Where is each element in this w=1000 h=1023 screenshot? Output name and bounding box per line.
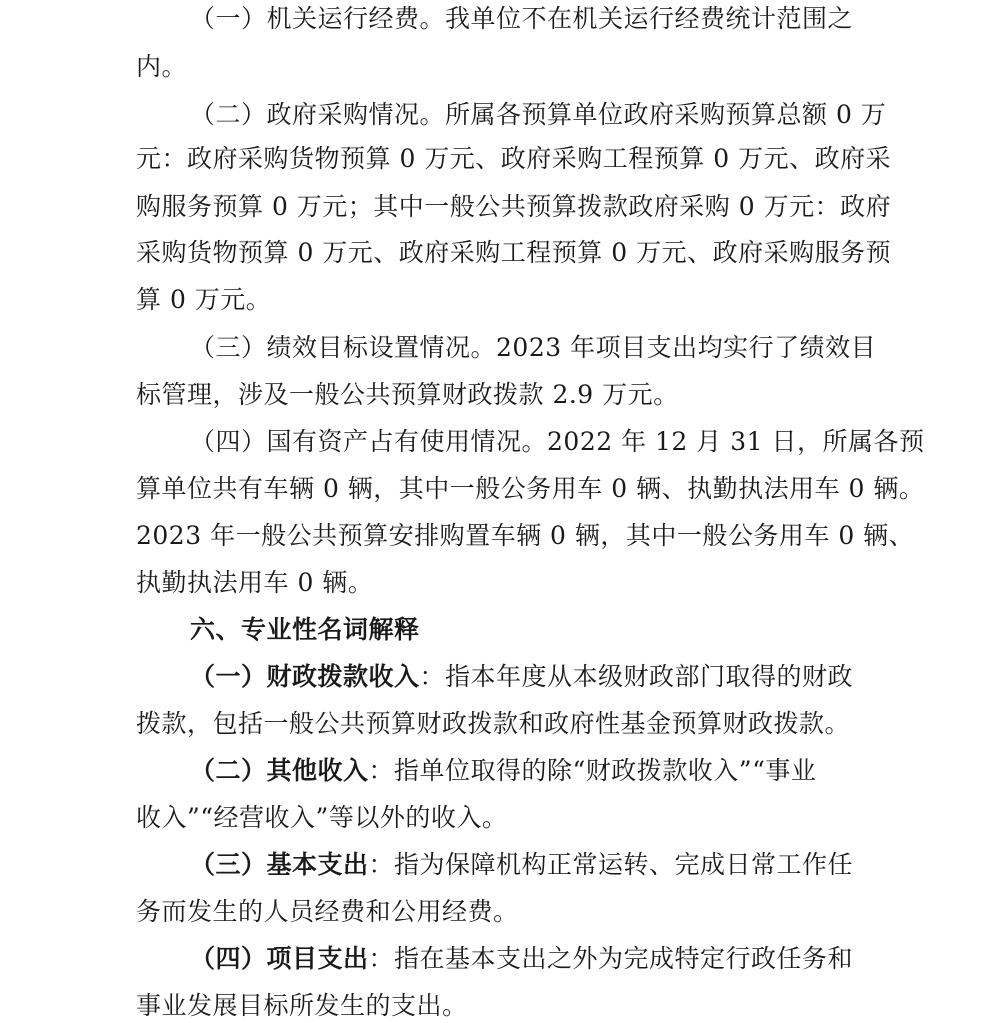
term-title: （四）项目支出 bbox=[190, 944, 369, 973]
paragraph-line: 标管理，涉及一般公共预算财政拨款 2.9 万元。 bbox=[136, 380, 679, 409]
paragraph-line: 拨款，包括一般公共预算财政拨款和政府性基金预算财政拨款。 bbox=[136, 709, 851, 738]
term-title: （一）财政拨款收入 bbox=[190, 662, 420, 691]
paragraph-line: 内。 bbox=[136, 52, 188, 81]
term-title: （三）基本支出 bbox=[190, 850, 369, 879]
paragraph-line: 采购货物预算 0 万元、政府采购工程预算 0 万元、政府采购服务预 bbox=[136, 238, 892, 267]
paragraph-line: 务而发生的人员经费和公用经费。 bbox=[136, 897, 519, 926]
paragraph-line: （二）政府采购情况。所属各预算单位政府采购预算总额 0 万 bbox=[190, 100, 887, 129]
term-definition-text: ：指本年度从本级财政部门取得的财政 bbox=[419, 662, 854, 691]
term-title: （二）其他收入 bbox=[190, 756, 369, 785]
paragraph-line: （四）国有资产占有使用情况。2022 年 12 月 31 日，所属各预 bbox=[190, 427, 925, 456]
paragraph-line: 事业发展目标所发生的支出。 bbox=[136, 991, 468, 1020]
term-definition-line bbox=[190, 944, 853, 974]
paragraph-line: 算单位共有车辆 0 辆，其中一般公务用车 0 辆、执勤执法用车 0 辆。 bbox=[136, 474, 925, 503]
section-heading: 六、专业性名词解释 bbox=[190, 615, 420, 644]
paragraph-line: 执勤执法用车 0 辆。 bbox=[136, 568, 374, 597]
paragraph-line: 2023 年一般公共预算安排购置车辆 0 辆，其中一般公务用车 0 辆、 bbox=[136, 521, 915, 550]
paragraph-line: 购服务预算 0 万元；其中一般公共预算拨款政府采购 0 万元：政府 bbox=[136, 192, 892, 221]
paragraph-line: （三）绩效目标设置情况。2023 年项目支出均实行了绩效目 bbox=[190, 333, 877, 362]
paragraph-line: （一）机关运行经费。我单位不在机关运行经费统计范围之 bbox=[190, 4, 854, 33]
term-definition-line bbox=[190, 756, 816, 786]
term-definition-text: ：指在基本支出之外为完成特定行政任务和 bbox=[368, 944, 854, 973]
paragraph-line: 收入”“经营收入”等以外的收入。 bbox=[136, 803, 508, 832]
paragraph-line: 算 0 万元。 bbox=[136, 285, 272, 314]
term-definition-text: ：指单位取得的除“财政拨款收入”“事业 bbox=[368, 756, 817, 785]
term-definition-text: ：指为保障机构正常运转、完成日常工作任 bbox=[368, 850, 854, 879]
term-definition-line bbox=[190, 662, 853, 692]
paragraph-line: 元：政府采购货物预算 0 万元、政府采购工程预算 0 万元、政府采 bbox=[136, 144, 892, 173]
term-definition-line bbox=[190, 850, 853, 880]
